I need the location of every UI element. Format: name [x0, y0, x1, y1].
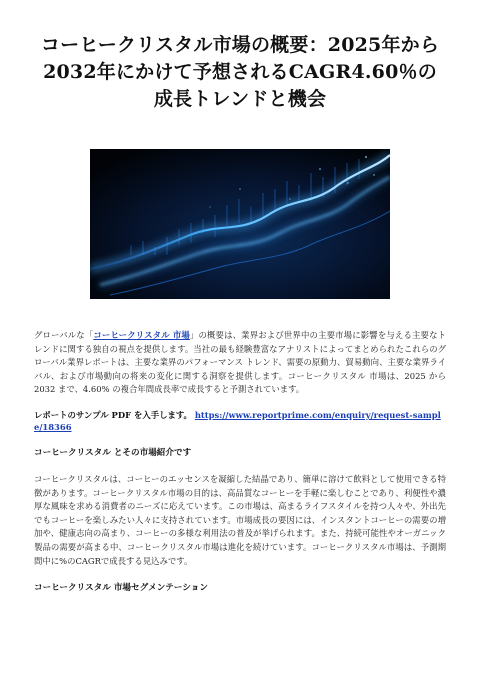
intro-paragraph: [34, 329, 446, 397]
intro-before-link: グローバルな「: [34, 330, 94, 340]
sample-request-line: [34, 409, 446, 433]
sample-request-link[interactable]: https://www.reportprime.com/enquiry/request-sample/18366: [34, 409, 441, 432]
sample-label: レポートのサンプル PDF を入手します。: [34, 409, 192, 420]
section1-body: コーヒークリスタルは、コーヒーのエッセンスを凝縮した結晶であり、簡単に溶けて飲料として使用できる特徴があります。コーヒークリスタル市場の目的は、高品質なコーヒーを手軽に楽しむことであり、利便性や濃厚な風味を求める消費者のニーズに応えています。この市場は、高まるライフスタイルを持つ人々や、外出先でもコーヒーを楽しみたい人々に支持されています。市場成長の要因には、インスタントコーヒーの需要の増加や、健康志向の高まり、コーヒーの多様な利用法の普及が挙げられます。また、持続可能性やオーガニック製品の需要が高まる中、コーヒークリスタル市場は進化を続けています。コーヒークリスタル市場は、予測期間中に%のCAGRで成長する見込みです。: [34, 473, 446, 566]
market-link[interactable]: コーヒークリスタル 市場: [93, 330, 190, 340]
section1-heading: コーヒークリスタル とその市場紹介です: [34, 447, 192, 458]
intro-after-link: 」の概要は、業界および世界中の主要市場に影響を与える主要なトレンドに関する独自の視点を提供します。当社の最も経験豊富なアナリストによってまとめられたこれらのグローバル業界レポートは、主要な業界のパフォーマンス トレンド、需要の原動力、貿易動向、主要な業界ライバル、および市場動向の将来の変化に関する洞察を提供します。コーヒークリスタル 市場は、2025 から 2032 まで、4.60% の複合年間成長率で成長すると予測されています。: [34, 330, 446, 395]
glowing-growth-line-chart-icon: [90, 149, 390, 299]
document-title: コーヒークリスタル市場の概要：2025年から2032年にかけて予想されるCAGR4.60％の成長トレンドと機会: [40, 34, 440, 110]
section2-heading: コーヒークリスタル 市場セグメンテーション: [34, 583, 208, 594]
